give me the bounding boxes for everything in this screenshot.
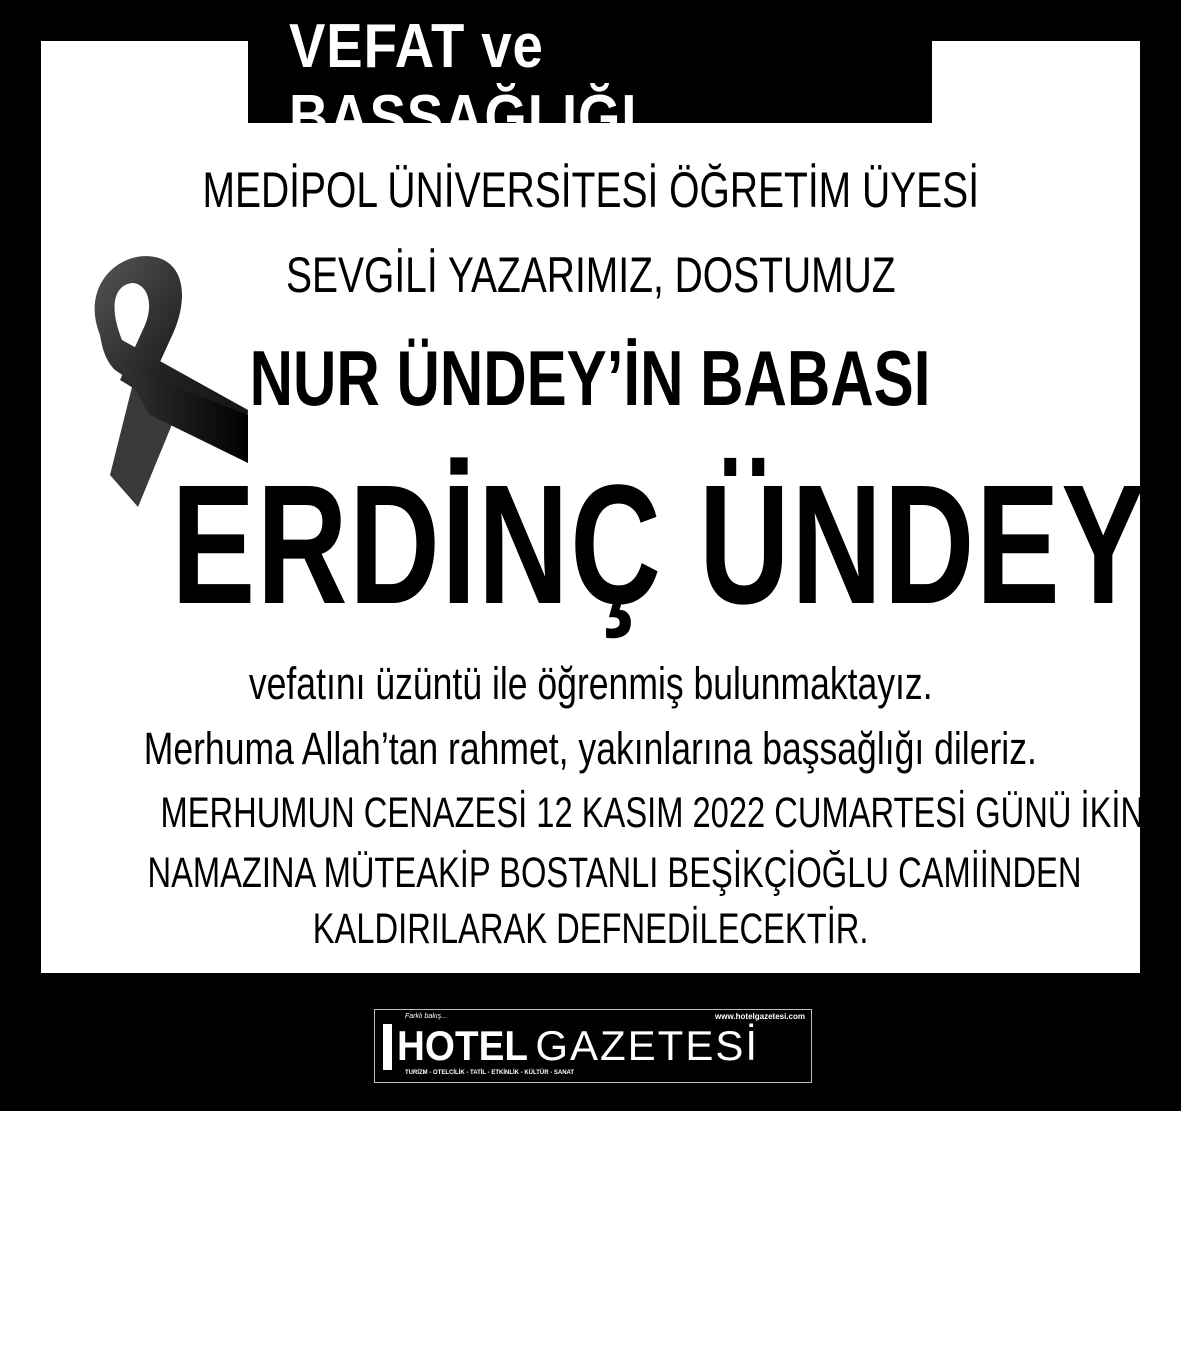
- condolence-line-1: vefatını üzüntü ile öğrenmiş bulunmaktayız.: [248, 658, 933, 709]
- funeral-info-line-2: NAMAZINA MÜTEAKİP BOSTANLI BEŞİKÇİOĞLU CAMİİNDEN: [147, 849, 1082, 897]
- logo-brand-bold: HOTEL: [397, 1022, 528, 1069]
- deceased-name: ERDİNÇ ÜNDEY: [171, 450, 1147, 640]
- logo-url: www.hotelgazetesi.com: [715, 1012, 805, 1021]
- funeral-info-line-1: MERHUMUN CENAZESİ 12 KASIM 2022 CUMARTESİ GÜNÜ İKİNDİ: [160, 789, 1177, 837]
- header-banner: [248, 12, 932, 152]
- institution-line: MEDİPOL ÜNİVERSİTESİ ÖĞRETİM ÜYESİ: [202, 162, 979, 218]
- logo-bracket-mark: [383, 1024, 392, 1070]
- logo-wordmark: [397, 1024, 759, 1068]
- newspaper-logo: [374, 1009, 812, 1083]
- funeral-info-line-3: KALDIRILARAK DEFNEDİLECEKTİR.: [312, 905, 869, 953]
- logo-brand-light: GAZETESİ: [535, 1022, 760, 1069]
- condolence-line-2: Merhuma Allah’tan rahmet, yakınlarına başsağlığı dileriz.: [143, 723, 1038, 774]
- logo-tagline: Farklı bakış...: [405, 1013, 448, 1020]
- writer-line: SEVGİLİ YAZARIMIZ, DOSTUMUZ: [285, 247, 896, 303]
- header-title: VEFAT ve BAŞSAĞLIĞI: [289, 12, 638, 152]
- logo-subtitle: TURİZM - OTELCİLİK - TATİL - ETKİNLİK - KÜLTÜR - SANAT: [405, 1070, 575, 1076]
- relation-line: NUR ÜNDEY’İN BABASI: [250, 334, 931, 422]
